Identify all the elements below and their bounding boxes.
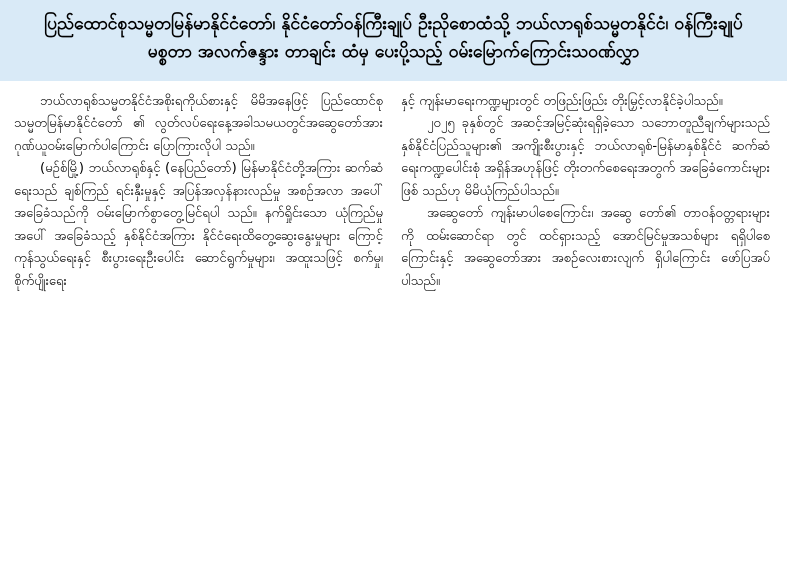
right-column — [401, 91, 770, 294]
paragraph: ၂၀၂၅ ခုနှစ်တွင် အဆင့်အမြင့်ဆုံးရရှိခဲ့သော သဘောတူညီချက်များသည် နှစ်နိုင်ငံပြည်သူများ၏ အကျိုးစီးပွားနှင့် ဘယ်လာရုစ်-မြန်မာနှစ်နိုင်ငံ ဆက်ဆံရေးကဏ္ဍပေါင်းစုံ အရှိန်အဟုန်ဖြင့် တိုးတက်စေရေးအတွက် အခြေခံကောင်းများဖြစ် သည်ဟု မိမိယုံကြည်ပါသည်။ — [401, 116, 770, 199]
page-title: ပြည်ထောင်စုသမ္မတမြန်မာနိုင်ငံတော်၊ နိုင်ငံတော်ဝန်ကြီးချုပ် ဦးညိုစောထံသို့ ဘယ်လာရုစ်သမ္မတနိုင်ငံ၊ ဝန်ကြီးချုပ် မစ္စတာ အလက်ဇန္ဒား တာချင်း ထံမှ ပေးပို့သည့် ဝမ်းမြောက်ကြောင်းသဝဏ်လွှာ — [44, 14, 743, 63]
paragraph: အဆွေတော် ကျန်းမာပါစေကြောင်း၊ အဆွေ တော်၏ တာဝန်ဝတ္တရားများကို ထမ်းဆောင်ရာ တွင် ထင်ရှားသည့် အောင်မြင်မှုအသစ်များ ရရှိပါစေ ကြောင်းနှင့် အဆွေတော်အား အစဉ်လေးစားလျက် ရှိပါကြောင်း ဖော်ပြအပ်ပါသည်။ — [401, 206, 770, 289]
header-banner — [0, 0, 787, 81]
paragraph: (မဉ်စ်မြို့) ဘယ်လာရုစ်နှင့် (နေပြည်တော်) မြန်မာနိုင်ငံတို့အကြား ဆက်ဆံရေးသည် ချစ်ကြည် ရင်းနှီးမှုနှင့် အပြန်အလှန်နားလည်မှု အစဉ်အလာ အပေါ် အခြေခံသည်ကို ဝမ်းမြောက်စွာတွေ့မြင်ရပါ သည်။ နက်ရှိုင်းသော ယုံကြည်မှုအပေါ် အခြေခံသည့် နှစ်နိုင်ငံအကြား နိုင်ငံရေးထိတွေ့ဆွေးနွေးမှုများ ကြောင့် ကုန်သွယ်ရေးနှင့် စီးပွားရေးဦးပေါင်း ဆောင်ရွက်မှုများ၊ အထူးသဖြင့် စက်မှု၊ စိုက်ပျိုးရေး — [14, 161, 383, 289]
left-column — [14, 91, 383, 294]
paragraph: ဘယ်လာရုစ်သမ္မတနိုင်ငံအစိုးရကိုယ်စားနှင့် မိမိအနေဖြင့် ပြည်ထောင်စုသမ္မတမြန်မာနိုင်ငံတော် ၏ လွတ်လပ်ရေးနေ့အခါသမယတွင်အဆွေတော်အား ဂုဏ်ယူဝမ်းမြောက်ပါကြောင်း ပြောကြားလိုပါ သည်။ — [14, 93, 383, 154]
paragraph: နှင့် ကျန်းမာရေးကဏ္ဍများတွင် တဖြည်းဖြည်း တိုးမြှင့်လာနိုင်ခဲ့ပါသည်။ — [401, 93, 723, 109]
article-body — [0, 81, 787, 294]
